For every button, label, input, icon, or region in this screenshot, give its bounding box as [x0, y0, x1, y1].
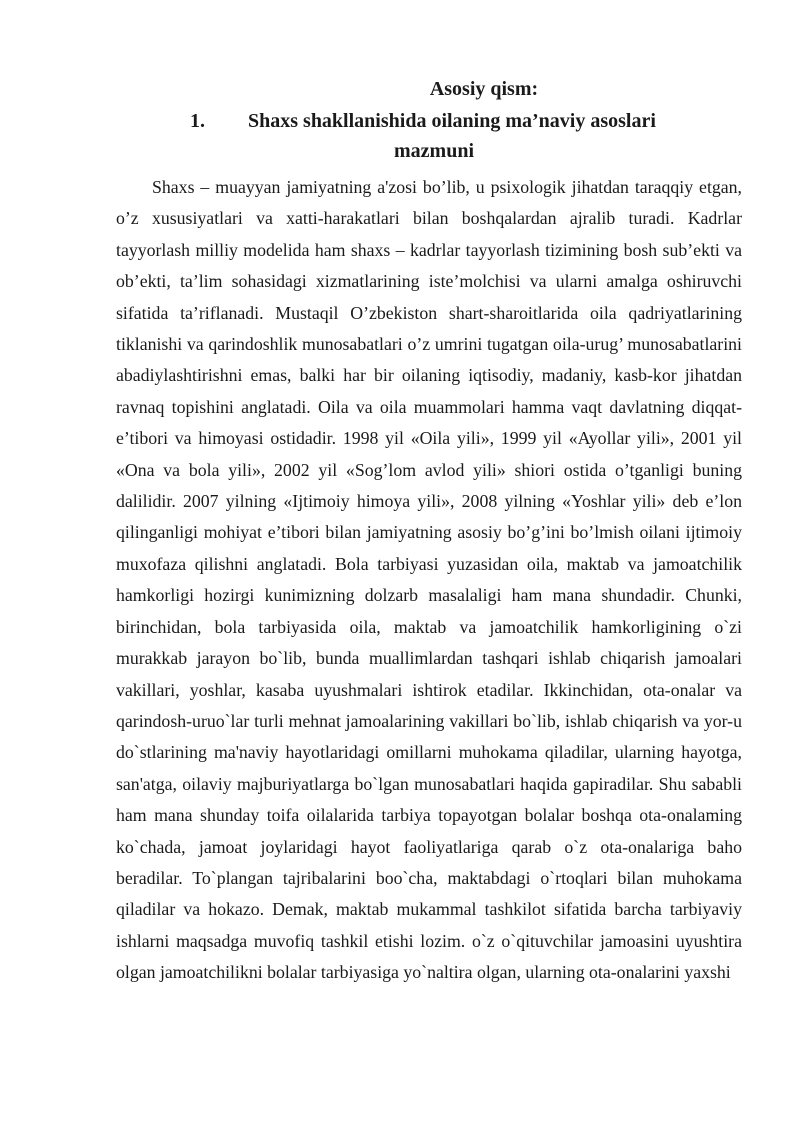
document-page [116, 74, 742, 989]
section-title-line2: mazmuni [394, 140, 474, 162]
section-number: 1. [190, 110, 205, 132]
section-title-line1: Shaxs shakllanishida oilaning ma’naviy asoslari [248, 110, 656, 132]
section-title [116, 106, 742, 166]
body-paragraph: Shaxs – muayyan jamiyatning a'zosi bo’lib, u psixologik jihatdan taraqqiy etgan, o’z xususiyatlari va xatti-harakatlari bilan boshqalardan ajralib turadi. Kadrlar tayyorlash milliy modelida ham shaxs – kadrlar tayyorlash tizimining bosh sub’ekti va ob’ekti, ta’lim sohasidagi xizmatlarining iste’molchisi va ularni amalga oshiruvchi sifatida ta’riflanadi. Mustaqil O’zbekiston shart-sharoitlarida oila qadriyatlarining tiklanishi va qarindoshlik munosabatlari o’z umrini tugatgan oila-urug’ munosabatlarini abadiylashtirishni emas, balki har bir oilaning iqtisodiy, madaniy, kasb-kor jihatdan ravnaq topishini anglatadi. Oila va oila muammolari hamma vaqt davlatning diqqat-e’tibori va himoyasi ostidadir. 1998 yil «Oila yili», 1999 yil «Ayollar yili», 2001 yil «Ona va bola yili», 2002 yil «Sog’lom avlod yili» shiori ostida o’tganligi buning dalilidir. 2007 yilning «Ijtimoiy himoya yili», 2008 yilning «Yoshlar yili» deb e’lon qilinganligi mohiyat e’tibori bilan jamiyatning asosiy bo’g’ini bo’lmish oilani ijtimoiy muxofaza qilishni anglatadi. Bola tarbiyasi yuzasidan oila, maktab va jamoatchilik hamkorligi hozirgi kunimizning dolzarb masalaligi ham mana shundadir. Chunki, birinchidan, bola tarbiyasida oila, maktab va jamoatchilik hamkorligining o`zi murakkab jarayon bo`lib, bunda muallimlardan tashqari ishlab chiqarish jamoalari vakillari, yoshlar, kasaba uyushmalari ishtirok etadilar. Ikkinchidan, ota-onalar va qarindosh-uruo`lar turli mehnat jamoalarining vakillari bo`lib, ishlab chiqarish va yor-u do`stlarining ma'naviy hayotlaridagi omillarni muhokama qiladilar, ularning hayotga, san'atga, oilaviy majburiyatlarga bo`lgan munosabatlari haqida gapiradilar. Shu sababli ham mana shunday toifa oilalarida tarbiya topayotgan bolalar boshqa ota-onalaming ko`chada, jamoat joylaridagi hayot faoliyatlariga qarab o`z ota-onalariga baho beradilar. To`plangan tajribalarini boo`cha, maktabdagi o`rtoqlari bilan muhokama qiladilar va hokazo. Demak, maktab mukammal tashkilot sifatida barcha tarbiyaviy ishlarni maqsadga muvofiq tashkil etishi lozim. o`z o`qituvchilar jamoasini uyushtira olgan jamoatchilikni bolalar tarbiyasiga yo`naltira olgan, ularning ota-onalarini yaxshi [116, 177, 742, 983]
main-heading: Asosiy qism: [429, 78, 539, 100]
